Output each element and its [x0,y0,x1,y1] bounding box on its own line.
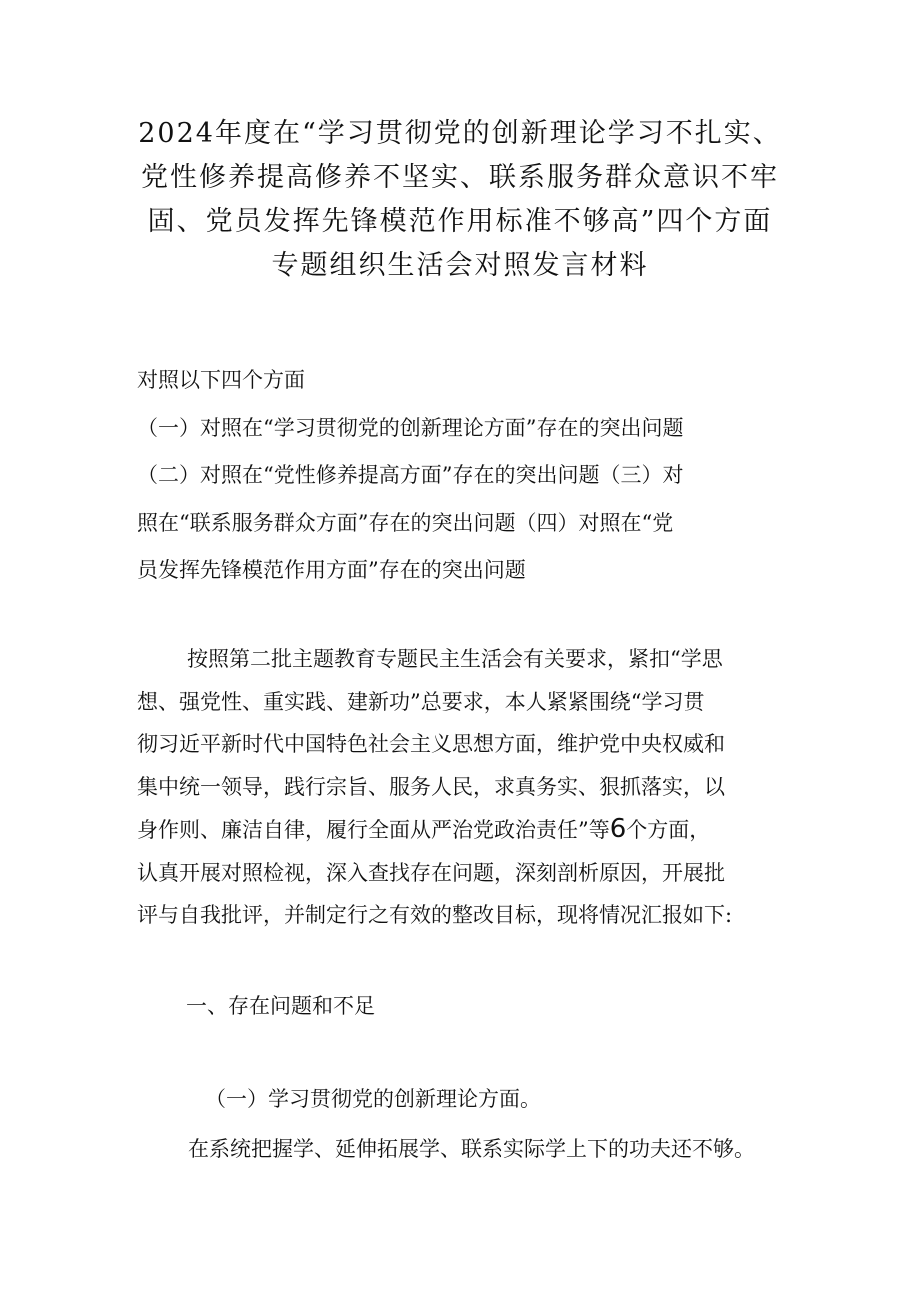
title-line: 2024年度在“学习贯彻党的创新理论学习不扎实、 [138,118,782,149]
intro-line: （一）对照在“学习贯彻党的创新理论方面”存在的突出问题 [137,415,684,440]
title-line: 专题组织生活会对照发言材料 [271,250,649,281]
number-six: 6 [609,814,627,844]
paragraph-text: 在系统把握学、延伸拓展学、联系实际学上下的功夫还不够。 [188,1137,755,1161]
body-text: 身作则、廉洁自律，履行全面从严治党政治责任”等 [137,818,610,842]
intro-line: 员发挥先锋模范作用方面”存在的突出问题 [137,558,526,582]
intro-block [137,357,683,595]
body-text: 个方面， [626,818,711,842]
body-line: 彻习近平新时代中国特色社会主义思想方面，维护党中央权威和 [137,732,725,756]
title-line: 固、党员发挥先锋模范作用标准不够高”四个方面 [147,206,773,237]
intro-line: 对照以下四个方面 [137,368,305,392]
body-line: 按照第二批主题教育专题民主生活会有关要求，紧扣“学思 [187,647,723,671]
section-heading: 一、存在问题和不足 [186,994,375,1018]
body-line: 评与自我批评，并制定行之有效的整改目标，现将情况汇报如下: [137,903,733,927]
subsection-heading: （一）学习贯彻党的创新理论方面。 [205,1087,541,1111]
title-line: 党性修养提高修养不坚实、联系服务群众意识不牢 [141,162,779,193]
body-paragraph [137,638,797,937]
document-title [0,112,920,288]
body-line [137,808,797,852]
body-line: 认真开展对照检视，深入查找存在问题，深刻剖析原因，开展批 [137,860,725,885]
intro-line: （二）对照在“党性修养提高方面”存在的突出问题（三）对 [137,463,684,487]
body-line: 集中统一领导，践行宗旨、服务人民，求真务实、狠抓落实，以 [137,774,725,799]
intro-line: 照在“联系服务群众方面”存在的突出问题（四）对照在“党 [137,510,674,535]
body-line: 想、强党性、重实践、建新功”总要求，本人紧紧围绕“学习贯 [137,689,705,714]
